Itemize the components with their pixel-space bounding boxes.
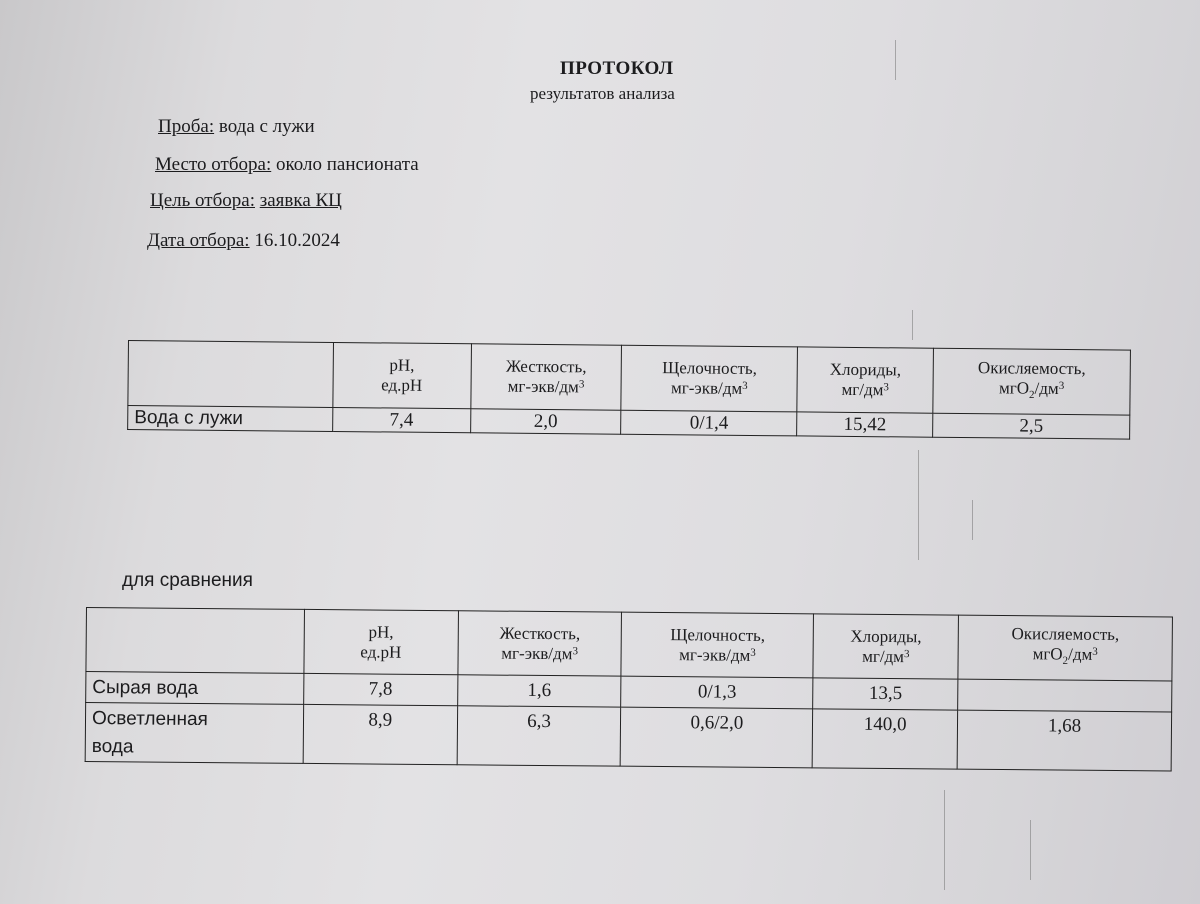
cell-ph: 7,8 [303,673,457,705]
document-subtitle: результатов анализа [530,84,675,103]
meta-date-label: Дата отбора: [147,230,250,251]
header-chlorides: Хлориды, $мг/дм^3$ [813,614,958,679]
header-ph: pH, ед.pH [333,342,471,408]
meta-sample-label: Проба: [158,116,215,137]
comparison-table-header-row [86,608,1173,681]
meta-purpose-value: заявка КЦ [259,190,342,211]
cell-chlorides: 140,0 [812,709,957,769]
document-title: ПРОТОКОЛ [560,58,674,79]
scan-mark [895,40,896,80]
cell-alkalinity: 0/1,4 [621,410,797,436]
table-row [85,703,1171,771]
scan-mark [912,310,913,340]
cell-oxidizability: 1,68 [957,710,1171,771]
meta-place [155,154,419,176]
cell-alkalinity: 0,6/2,0 [621,707,813,768]
cell-hardness: 6,3 [457,706,621,766]
meta-place-value: около пансионата [275,154,419,175]
meta-purpose-label: Цель отбора: [150,190,255,211]
meta-sample [158,116,315,138]
header-hardness: Жесткость, $мг-экв/дм^3$ [458,611,622,676]
cell-alkalinity: 0/1,3 [621,676,813,709]
meta-date-value: 16.10.2024 [254,230,340,251]
cell-hardness: 1,6 [457,675,621,707]
meta-sample-value: вода с лужи [218,116,315,137]
cell-oxidizability [958,679,1172,712]
meta-place-label: Место отбора: [155,154,272,175]
header-alkalinity: Щелочность, $мг-экв/дм^3$ [621,612,813,678]
header-ph: pH, ед.pH [304,609,458,674]
results-table [127,340,1131,440]
cell-hardness: 2,0 [470,409,621,434]
cell-chlorides: 13,5 [813,678,958,710]
header-hardness: Жесткость, $мг-экв/дм^3$ [470,344,621,410]
header-cell-empty [128,341,333,408]
scan-mark [972,500,973,540]
scan-mark [1030,820,1031,880]
compare-label: для сравнения [122,570,253,591]
comparison-table [85,607,1173,771]
results-table-header-row [128,341,1131,416]
row-name: Сырая вода [86,672,304,705]
row-name: Вода с лужи [128,406,333,432]
scan-mark [918,450,919,560]
cell-ph: 7,4 [332,407,470,432]
header-alkalinity: Щелочность, $мг-экв/дм^3$ [621,345,797,412]
header-oxidizability: Окисляемость, $мгО_2/дм^3$ [933,348,1131,415]
cell-chlorides: 15,42 [797,412,933,437]
cell-ph: 8,9 [303,704,457,764]
meta-purpose [150,190,342,212]
cell-oxidizability: 2,5 [933,413,1130,439]
row-name: Осветленная вода [85,703,303,764]
header-chlorides: Хлориды, $мг/дм^3$ [797,347,933,413]
header-oxidizability: Окисляемость, $мгО_2/дм^3$ [958,615,1172,681]
meta-date [147,230,340,252]
header-cell-empty [86,608,304,674]
scan-mark [944,790,945,890]
